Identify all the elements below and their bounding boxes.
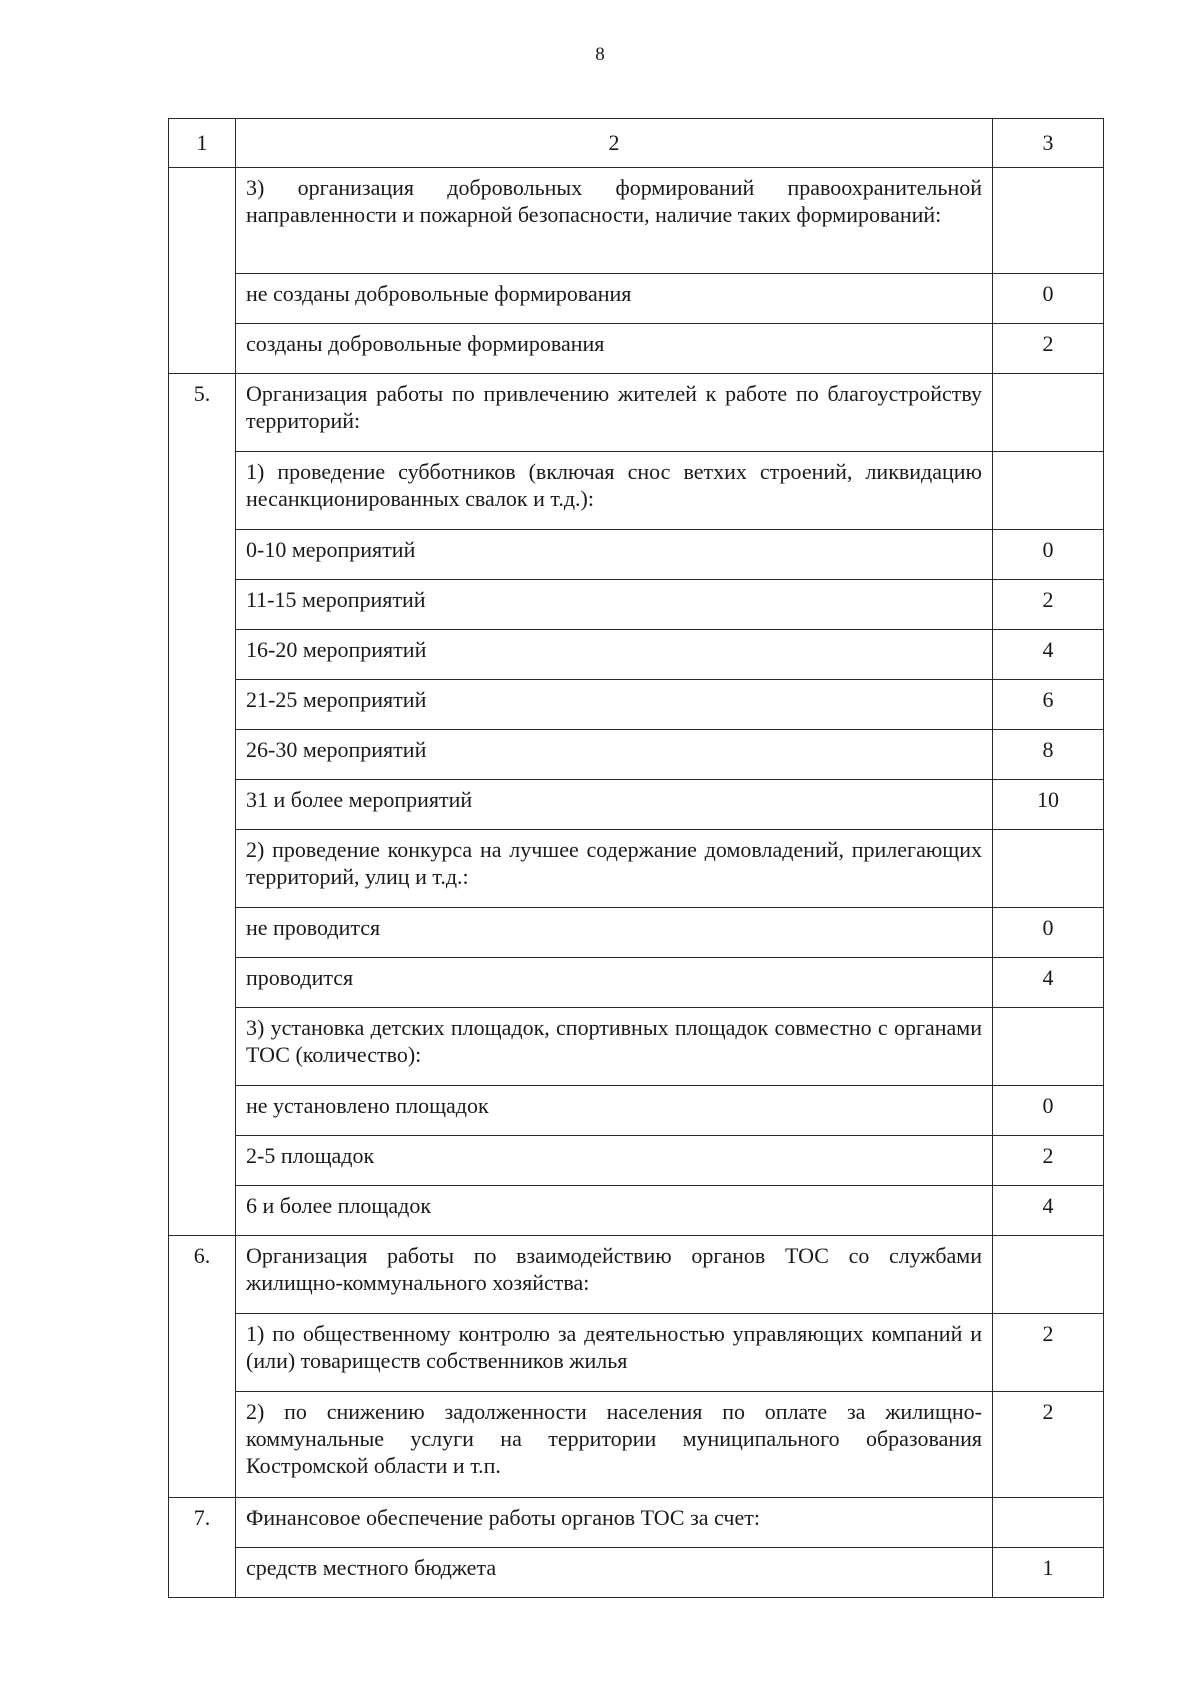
header-col-2: 2 <box>236 119 993 168</box>
row-number <box>169 630 236 680</box>
table-row <box>169 452 1104 530</box>
table-row <box>169 1314 1104 1392</box>
table-header-row <box>169 119 1104 168</box>
row-number <box>169 830 236 908</box>
table-row <box>169 324 1104 374</box>
criterion-text: 3) установка детских площадок, спортивных площадок совместно с органами ТОС (количество): <box>236 1008 993 1086</box>
table-row <box>169 274 1104 324</box>
score-value <box>993 1236 1104 1314</box>
criteria-table <box>168 118 1104 1598</box>
table-row <box>169 830 1104 908</box>
score-value <box>993 1008 1104 1086</box>
criterion-text: 26-30 мероприятий <box>236 730 993 780</box>
score-value <box>993 452 1104 530</box>
criterion-text: 2-5 площадок <box>236 1136 993 1186</box>
table-row <box>169 1498 1104 1548</box>
table-row <box>169 1008 1104 1086</box>
criterion-text: проводится <box>236 958 993 1008</box>
score-value: 4 <box>993 958 1104 1008</box>
criterion-text: 0-10 мероприятий <box>236 530 993 580</box>
table-row <box>169 630 1104 680</box>
row-number <box>169 1548 236 1598</box>
table-row <box>169 1086 1104 1136</box>
criterion-text: не проводится <box>236 908 993 958</box>
table-row <box>169 168 1104 274</box>
score-value: 2 <box>993 324 1104 374</box>
row-number <box>169 958 236 1008</box>
criterion-text: 1) проведение субботников (включая снос ветхих строений, ликвидацию несанкционированных свалок и т.д.): <box>236 452 993 530</box>
table-row <box>169 1548 1104 1598</box>
table-row <box>169 1392 1104 1498</box>
row-number: 7. <box>169 1498 236 1548</box>
score-value: 4 <box>993 1186 1104 1236</box>
header-col-3: 3 <box>993 119 1104 168</box>
row-number <box>169 1008 236 1086</box>
criterion-text: 6 и более площадок <box>236 1186 993 1236</box>
score-value <box>993 1498 1104 1548</box>
criterion-text: средств местного бюджета <box>236 1548 993 1598</box>
criterion-text: 21-25 мероприятий <box>236 680 993 730</box>
score-value: 8 <box>993 730 1104 780</box>
score-value: 0 <box>993 908 1104 958</box>
criterion-text: 1) по общественному контролю за деятельностью управляющих компаний и (или) товариществ собственников жилья <box>236 1314 993 1392</box>
table-row <box>169 730 1104 780</box>
table-row <box>169 580 1104 630</box>
row-number <box>169 1136 236 1186</box>
row-number <box>169 680 236 730</box>
score-value: 0 <box>993 1086 1104 1136</box>
criterion-text: Организация работы по привлечению жителей к работе по благоустройству территорий: <box>236 374 993 452</box>
criteria-table-body <box>169 119 1104 1598</box>
score-value: 2 <box>993 1392 1104 1498</box>
score-value <box>993 168 1104 274</box>
criterion-text: 2) по снижению задолженности населения по оплате за жилищно-коммунальные услуги на территории муниципального образования Костромской области и т.п. <box>236 1392 993 1498</box>
score-value: 2 <box>993 580 1104 630</box>
table-row <box>169 680 1104 730</box>
row-number <box>169 1186 236 1236</box>
score-value <box>993 830 1104 908</box>
criterion-text: Организация работы по взаимодействию органов ТОС со службами жилищно-коммунального хозяйства: <box>236 1236 993 1314</box>
score-value: 1 <box>993 1548 1104 1598</box>
row-number <box>169 580 236 630</box>
header-col-1: 1 <box>169 119 236 168</box>
row-number <box>169 452 236 530</box>
table-row <box>169 780 1104 830</box>
page-number: 8 <box>595 44 605 65</box>
row-number <box>169 780 236 830</box>
score-value: 0 <box>993 530 1104 580</box>
criterion-text: 31 и более мероприятий <box>236 780 993 830</box>
criterion-text: 16-20 мероприятий <box>236 630 993 680</box>
row-number <box>169 168 236 274</box>
row-number <box>169 1314 236 1392</box>
criterion-text: не установлено площадок <box>236 1086 993 1136</box>
score-value: 2 <box>993 1136 1104 1186</box>
criterion-text: 11-15 мероприятий <box>236 580 993 630</box>
row-number <box>169 324 236 374</box>
criterion-text: не созданы добровольные формирования <box>236 274 993 324</box>
table-row <box>169 958 1104 1008</box>
table-row <box>169 1136 1104 1186</box>
score-value <box>993 374 1104 452</box>
criterion-text: 2) проведение конкурса на лучшее содержание домовладений, прилегающих территорий, улиц и т.д.: <box>236 830 993 908</box>
table-row <box>169 908 1104 958</box>
row-number <box>169 908 236 958</box>
row-number <box>169 730 236 780</box>
table-row <box>169 374 1104 452</box>
row-number <box>169 1086 236 1136</box>
table-row <box>169 530 1104 580</box>
criterion-text: Финансовое обеспечение работы органов ТОС за счет: <box>236 1498 993 1548</box>
table-row <box>169 1236 1104 1314</box>
row-number: 6. <box>169 1236 236 1314</box>
table-row <box>169 1186 1104 1236</box>
row-number <box>169 1392 236 1498</box>
score-value: 4 <box>993 630 1104 680</box>
criterion-text: 3) организация добровольных формирований правоохранительной направленности и пожарной безопасности, наличие таких формирований: <box>236 168 993 274</box>
row-number: 5. <box>169 374 236 452</box>
score-value: 0 <box>993 274 1104 324</box>
score-value: 10 <box>993 780 1104 830</box>
row-number <box>169 274 236 324</box>
criterion-text: созданы добровольные формирования <box>236 324 993 374</box>
score-value: 6 <box>993 680 1104 730</box>
score-value: 2 <box>993 1314 1104 1392</box>
row-number <box>169 530 236 580</box>
